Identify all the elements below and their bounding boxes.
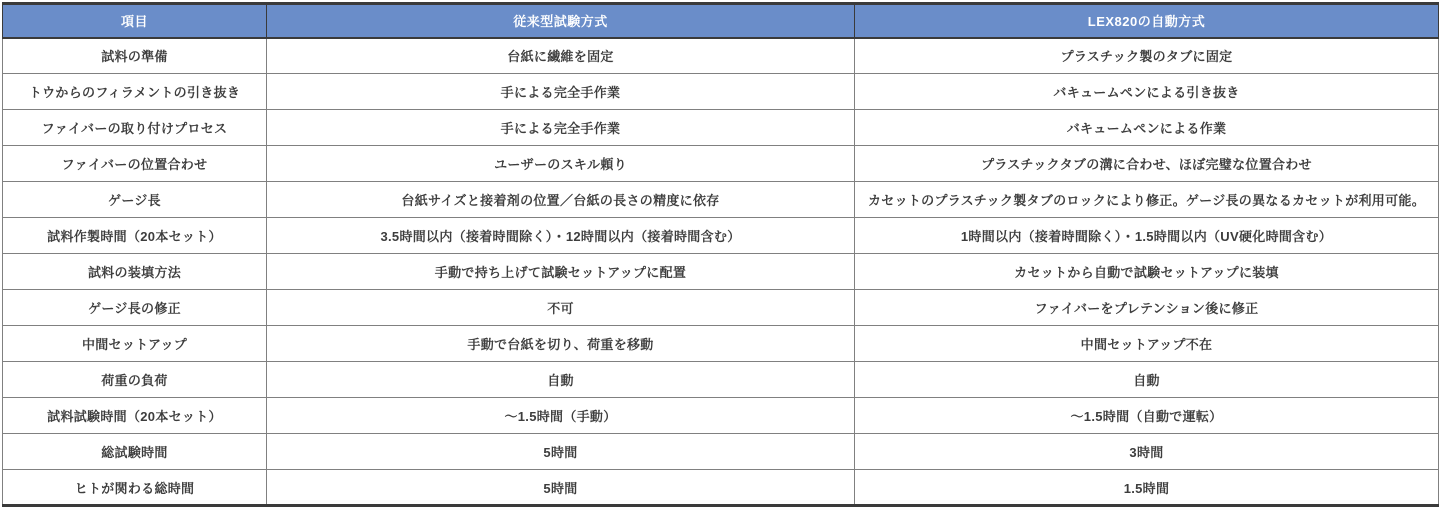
column-header-lex820: LEX820の自動方式 xyxy=(855,4,1439,38)
table-cell-conventional: 不可 xyxy=(267,290,855,326)
table-cell-conventional: 手による完全手作業 xyxy=(267,74,855,110)
table-cell-item: ファイバーの取り付けプロセス xyxy=(3,110,267,146)
table-cell-lex820: バキュームペンによる引き抜き xyxy=(855,74,1439,110)
comparison-table-body xyxy=(3,38,1439,506)
column-header-item: 項目 xyxy=(3,4,267,38)
header-row xyxy=(3,4,1439,38)
table-cell-conventional: 台紙サイズと接着剤の位置／台紙の長さの精度に依存 xyxy=(267,182,855,218)
table-row xyxy=(3,434,1439,470)
table-cell-item: 中間セットアップ xyxy=(3,326,267,362)
table-cell-conventional: 5時間 xyxy=(267,434,855,470)
table-row xyxy=(3,182,1439,218)
table-row xyxy=(3,218,1439,254)
comparison-table-header xyxy=(3,4,1439,38)
table-row xyxy=(3,254,1439,290)
table-cell-item: 試料作製時間（20本セット） xyxy=(3,218,267,254)
table-row xyxy=(3,326,1439,362)
table-cell-lex820: 1.5時間 xyxy=(855,470,1439,506)
table-cell-lex820: 1時間以内（接着時間除く）・1.5時間以内（UV硬化時間含む） xyxy=(855,218,1439,254)
table-cell-item: ゲージ長 xyxy=(3,182,267,218)
table-cell-item: 荷重の負荷 xyxy=(3,362,267,398)
table-row xyxy=(3,398,1439,434)
comparison-table xyxy=(2,2,1439,507)
table-cell-lex820: カセットのプラスチック製タブのロックにより修正。ゲージ長の異なるカセットが利用可能。 xyxy=(855,182,1439,218)
table-cell-lex820: バキュームペンによる作業 xyxy=(855,110,1439,146)
table-cell-lex820: 中間セットアップ不在 xyxy=(855,326,1439,362)
table-cell-item: ヒトが関わる総時間 xyxy=(3,470,267,506)
table-cell-conventional: ユーザーのスキル頼り xyxy=(267,146,855,182)
table-cell-item: 試料の準備 xyxy=(3,38,267,74)
table-cell-conventional: 台紙に繊維を固定 xyxy=(267,38,855,74)
table-cell-lex820: ファイバーをプレテンション後に修正 xyxy=(855,290,1439,326)
table-cell-lex820: 自動 xyxy=(855,362,1439,398)
table-cell-lex820: 3時間 xyxy=(855,434,1439,470)
table-row xyxy=(3,290,1439,326)
table-cell-item: 試料の装填方法 xyxy=(3,254,267,290)
table-cell-conventional: 手による完全手作業 xyxy=(267,110,855,146)
table-row xyxy=(3,38,1439,74)
table-cell-lex820: カセットから自動で試験セットアップに装填 xyxy=(855,254,1439,290)
table-row xyxy=(3,74,1439,110)
table-cell-conventional: ～1.5時間（手動） xyxy=(267,398,855,434)
table-row xyxy=(3,470,1439,506)
table-cell-lex820: ～1.5時間（自動で運転） xyxy=(855,398,1439,434)
table-cell-item: 試料試験時間（20本セット） xyxy=(3,398,267,434)
table-row xyxy=(3,362,1439,398)
table-cell-item: ファイバーの位置合わせ xyxy=(3,146,267,182)
table-cell-conventional: 手動で持ち上げて試験セットアップに配置 xyxy=(267,254,855,290)
table-cell-conventional: 自動 xyxy=(267,362,855,398)
table-cell-item: ゲージ長の修正 xyxy=(3,290,267,326)
table-cell-lex820: プラスチックタブの溝に合わせ、ほぼ完璧な位置合わせ xyxy=(855,146,1439,182)
table-cell-conventional: 3.5時間以内（接着時間除く）・12時間以内（接着時間含む） xyxy=(267,218,855,254)
table-cell-item: トウからのフィラメントの引き抜き xyxy=(3,74,267,110)
table-cell-conventional: 5時間 xyxy=(267,470,855,506)
table-row xyxy=(3,110,1439,146)
column-header-conventional: 従来型試験方式 xyxy=(267,4,855,38)
table-cell-item: 総試験時間 xyxy=(3,434,267,470)
page xyxy=(0,2,1440,516)
table-cell-lex820: プラスチック製のタブに固定 xyxy=(855,38,1439,74)
table-cell-conventional: 手動で台紙を切り、荷重を移動 xyxy=(267,326,855,362)
table-row xyxy=(3,146,1439,182)
